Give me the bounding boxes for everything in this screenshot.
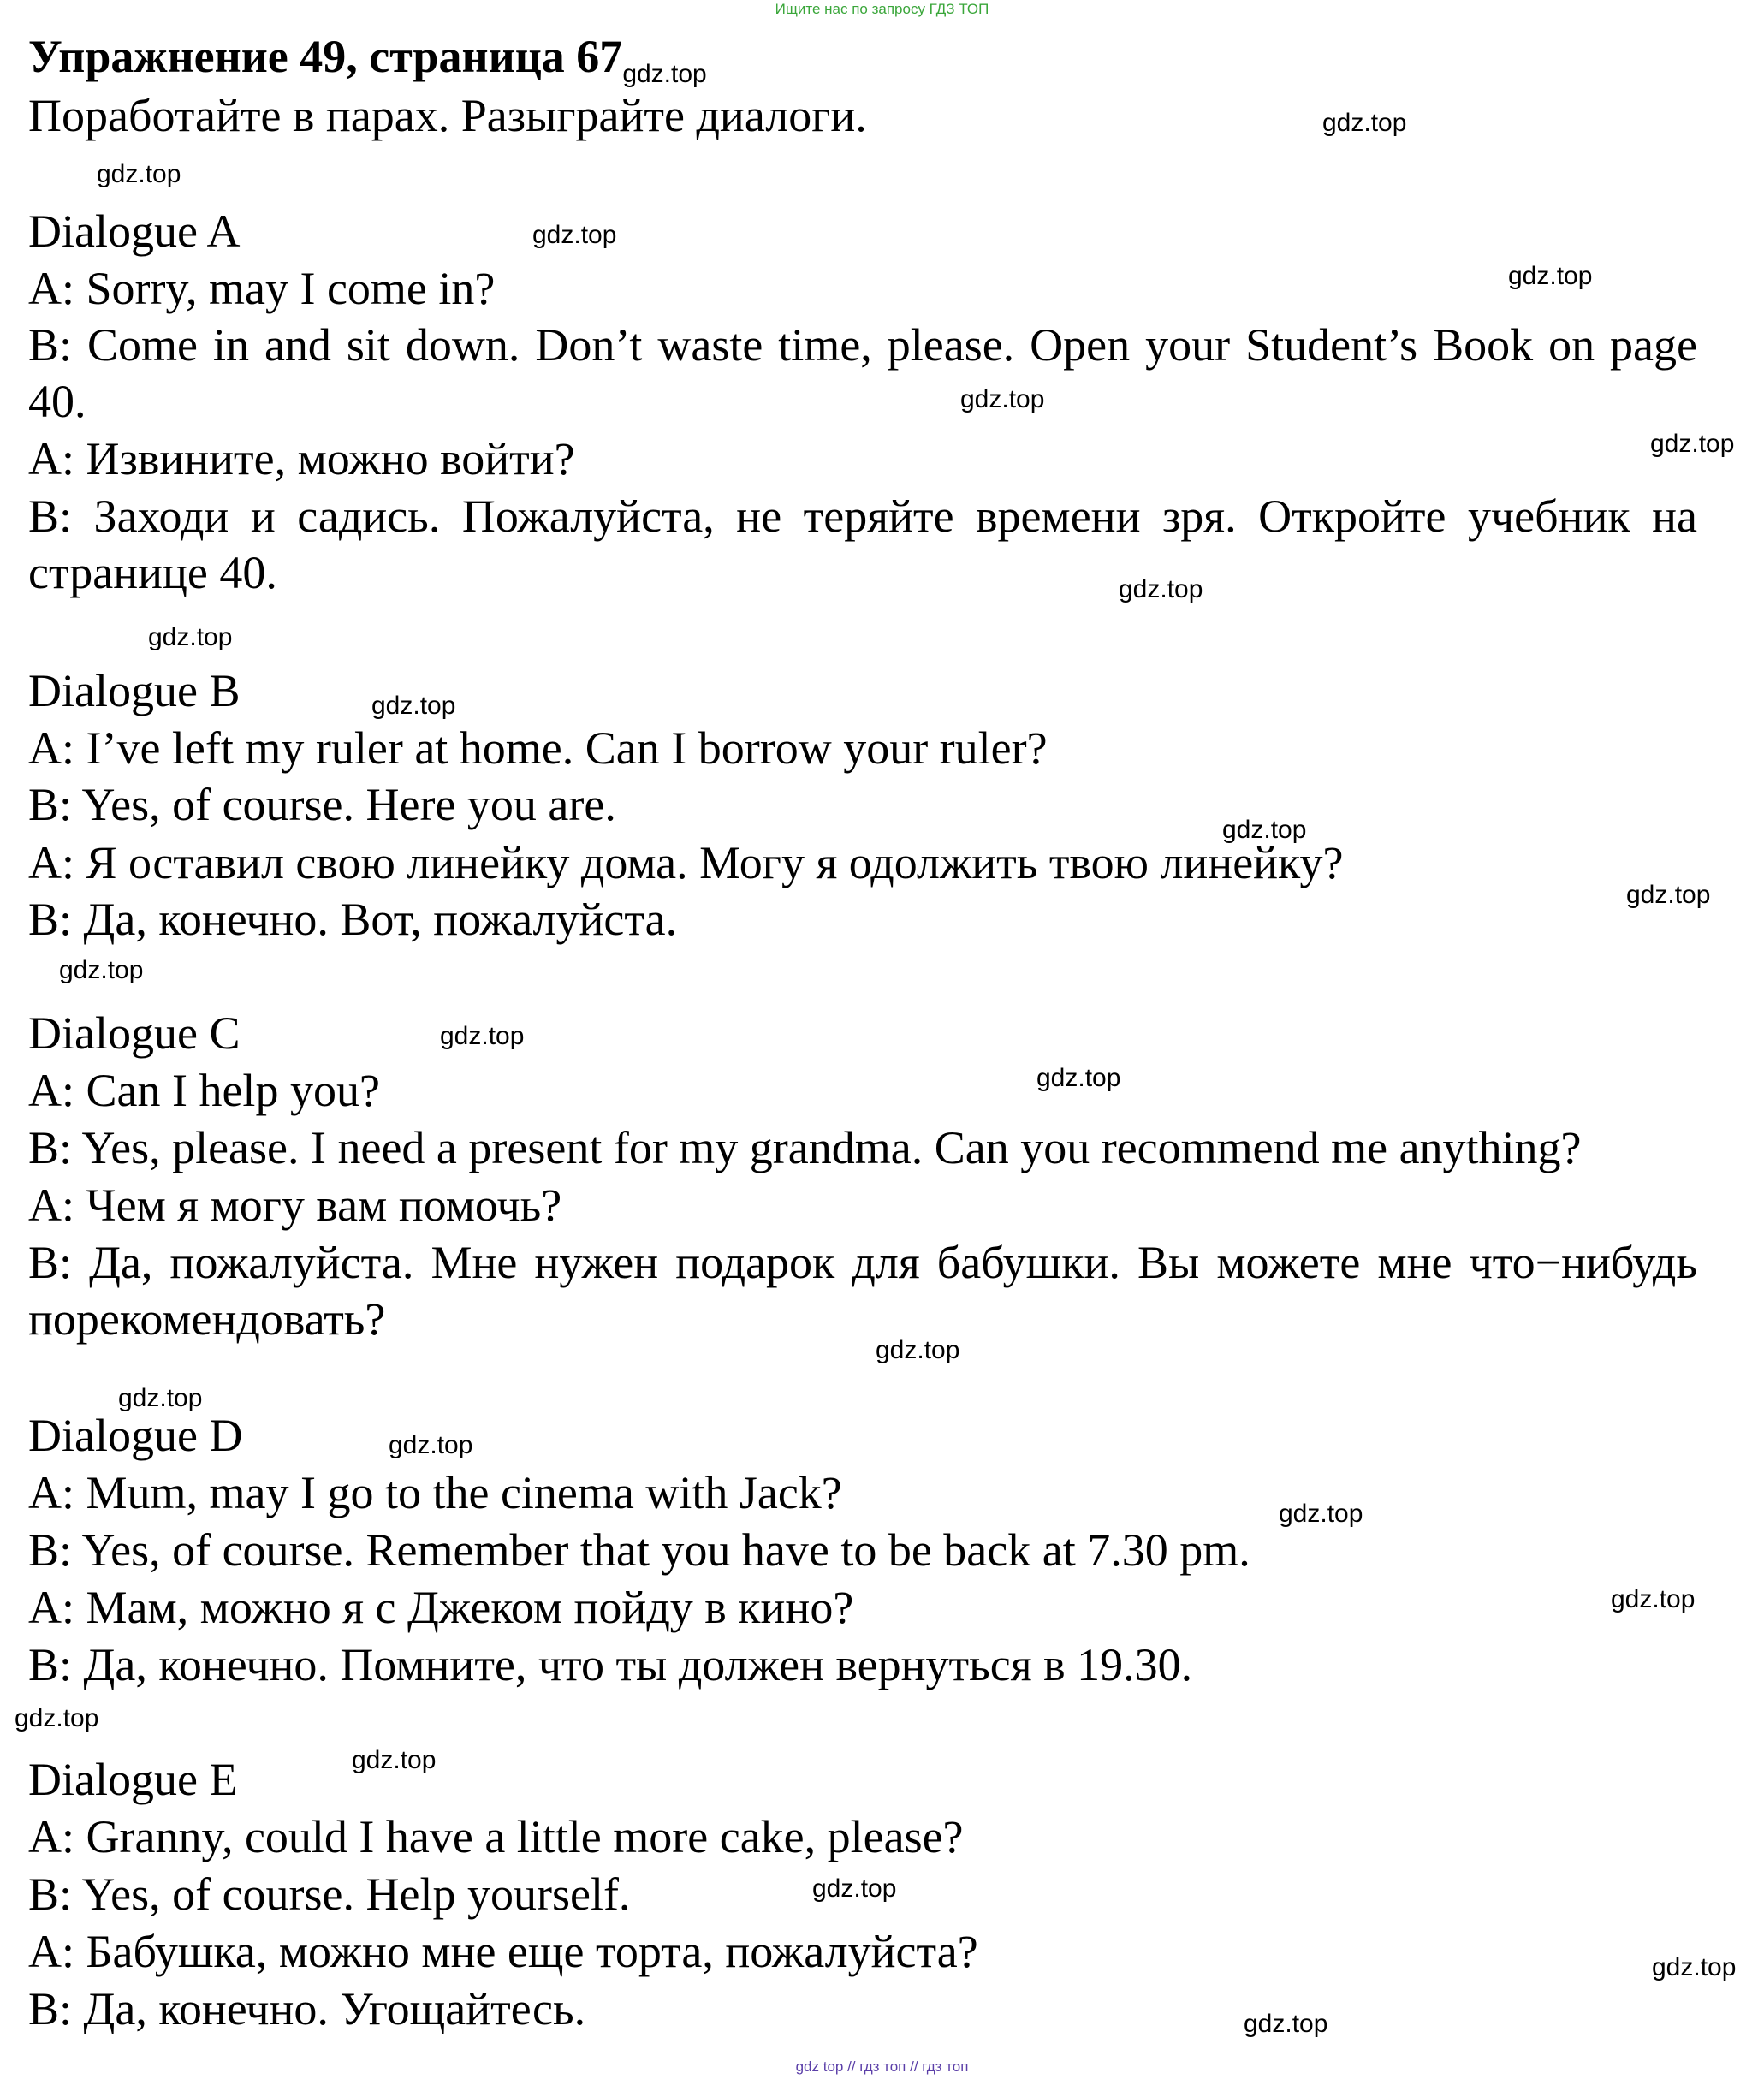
watermark: gdz.top [876, 1336, 960, 1364]
watermark: gdz.top [1222, 816, 1307, 844]
watermark: gdz.top [1626, 881, 1711, 909]
watermark: gdz.top [1611, 1585, 1696, 1613]
dialogue-b-line-4: B: Да, конечно. Вот, пожалуйста. [28, 894, 678, 945]
dialogue-d-line-1: A: Mum, may I go to the cinema with Jack? [28, 1467, 842, 1518]
bottom-banner[interactable]: gdz top // гдз топ // гдз топ [795, 2058, 969, 2075]
dialogue-c-line-4: B: Да, пожалуйста. Мне нужен подарок для бабушки. Вы можете мне что−нибудь порекомендовать? [28, 1237, 1697, 1345]
instruction: Поработайте в парах. Разыграйте диалоги. [28, 90, 867, 141]
top-banner[interactable]: Ищите нас по запросу ГДЗ ТОП [775, 1, 989, 17]
watermark: gdz.top [1036, 1064, 1121, 1092]
dialogue-a-heading: Dialogue A [28, 205, 241, 257]
watermark: gdz.top [1652, 1953, 1737, 1981]
dialogue-e-line-2: B: Yes, of course. Help yourself. [28, 1868, 631, 1920]
dialogue-d-line-3: A: Мам, можно я с Джеком пойду в кино? [28, 1582, 854, 1633]
watermark: gdz.top [1279, 1500, 1363, 1528]
watermark: gdz.top [1244, 2010, 1328, 2038]
dialogue-e-line-1: A: Granny, could I have a little more cake, please? [28, 1811, 964, 1862]
dialogue-c-line-1: A: Can I help you? [28, 1065, 380, 1116]
watermark: gdz.top [118, 1384, 203, 1412]
watermark: gdz.top [440, 1022, 525, 1050]
dialogue-a-line-2: B: Come in and sit down. Don’t waste time, please. Open your Student’s Book on page 40. [28, 319, 1697, 427]
watermark: gdz.top [1650, 430, 1735, 458]
watermark: gdz.top [812, 1874, 897, 1903]
watermark: gdz.top [97, 160, 181, 188]
dialogue-d-line-4: B: Да, конечно. Помните, что ты должен вернуться в 19.30. [28, 1639, 1193, 1690]
dialogue-b-heading: Dialogue B [28, 665, 241, 716]
watermark: gdz.top [352, 1746, 437, 1774]
dialogue-a-line-3: A: Извините, можно войти? [28, 433, 575, 484]
dialogue-e-line-4: B: Да, конечно. Угощайтесь. [28, 1983, 586, 2034]
dialogue-c-line-3: A: Чем я могу вам помочь? [28, 1179, 562, 1231]
watermark: gdz.top [1322, 109, 1407, 137]
dialogue-d-line-2: B: Yes, of course. Remember that you have to be back at 7.30 pm. [28, 1524, 1250, 1576]
watermark: gdz.top [1119, 575, 1203, 603]
dialogue-b-line-2: B: Yes, of course. Here you are. [28, 779, 616, 830]
watermark: gdz.top [371, 692, 456, 720]
watermark: gdz.top [59, 956, 144, 984]
watermark: gdz.top [148, 623, 233, 651]
watermark: gdz.top [532, 221, 617, 249]
watermark: gdz.top [15, 1704, 99, 1732]
watermark: gdz.top [622, 60, 707, 88]
dialogue-c-line-2: B: Yes, please. I need a present for my grandma. Can you recommend me anything? [28, 1122, 1582, 1173]
dialogue-b-line-1: A: I’ve left my ruler at home. Can I borrow your ruler? [28, 722, 1048, 774]
page-title: Упражнение 49, страница $67_{gdz.top}$ [28, 31, 707, 88]
dialogue-d-heading: Dialogue D [28, 1410, 243, 1461]
dialogue-b-line-3: A: Я оставил свою линейку дома. Могу я одолжить твою линейку? [28, 837, 1344, 888]
dialogue-e-heading: Dialogue E [28, 1754, 238, 1805]
dialogue-c-heading: Dialogue C [28, 1007, 241, 1059]
dialogue-e-line-3: A: Бабушка, можно мне еще торта, пожалуйста? [28, 1926, 978, 1977]
dialogue-a-line-4: B: Заходи и садись. Пожалуйста, не теряйте времени зря. Откройте учебник на странице 40. [28, 490, 1697, 598]
watermark: gdz.top [960, 385, 1045, 413]
dialogue-a-line-1: A: Sorry, may I come in? [28, 263, 496, 314]
watermark: gdz.top [389, 1431, 473, 1459]
watermark: gdz.top [1508, 262, 1593, 290]
